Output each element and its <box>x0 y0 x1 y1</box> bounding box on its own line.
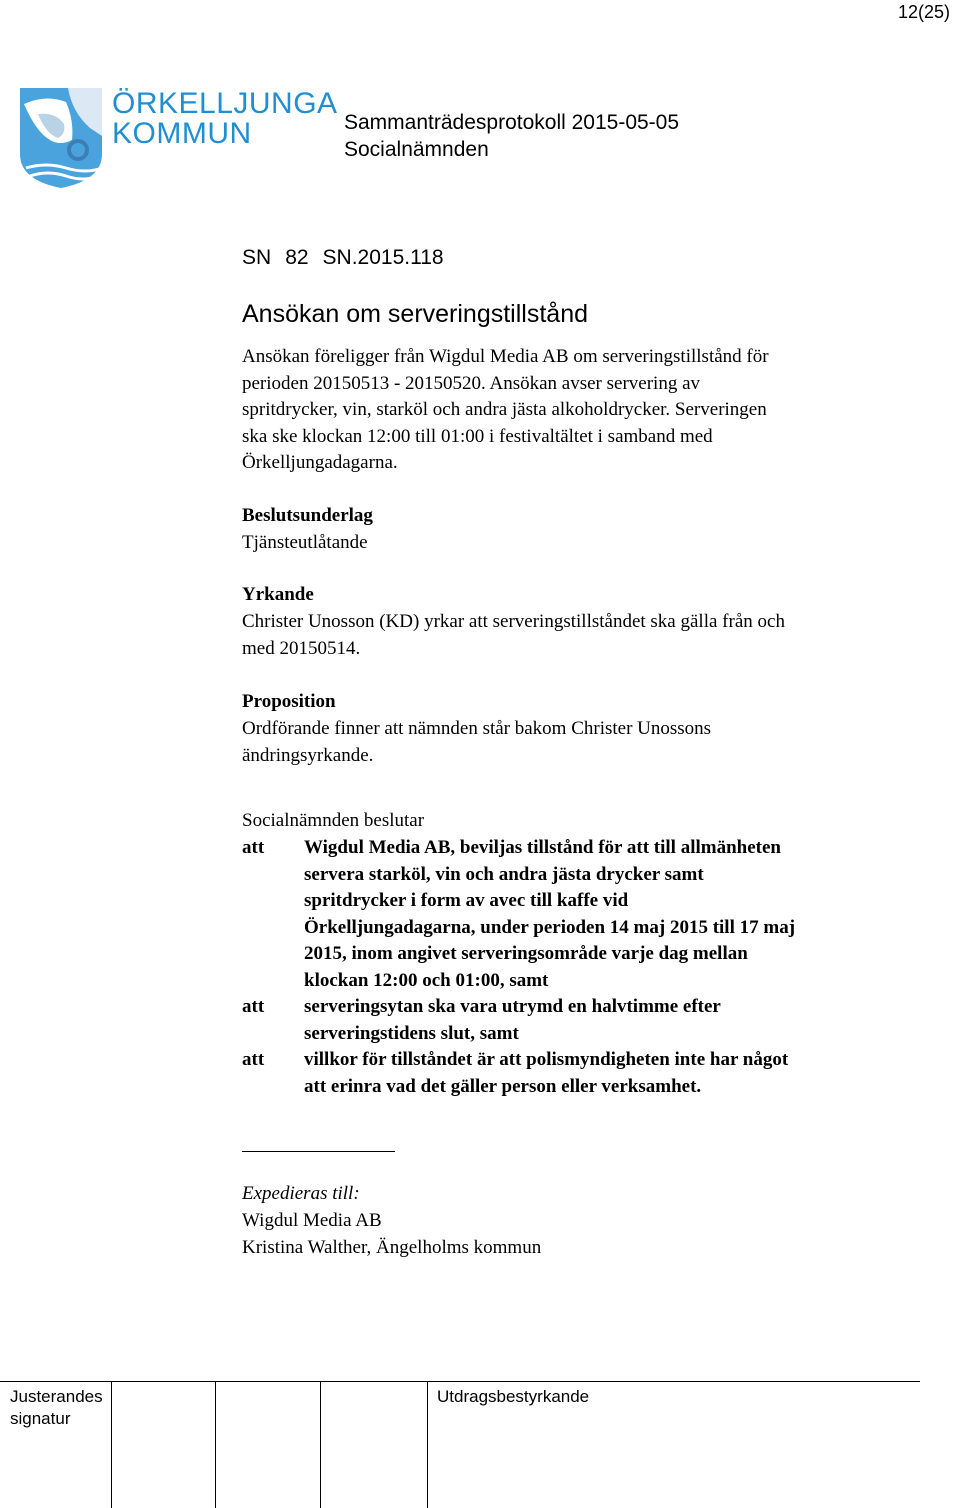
intro-line: perioden 20150513 - 20150520. Ansökan avser servering av <box>242 372 701 394</box>
decision-item-label: att <box>242 1049 265 1070</box>
decision-line: spritdrycker i form av avec till kaffe vid <box>304 890 629 911</box>
matter-title: Ansökan om serveringstillstånd <box>242 300 588 328</box>
signature-box-divider <box>215 1381 216 1508</box>
proposition-line: ändringsyrkande. <box>242 744 374 766</box>
decision-item-text <box>304 1047 788 1100</box>
logo-text-line2: KOMMUN <box>112 117 252 150</box>
decision-line: Örkelljungadagarna, under perioden 14 maj 2015 till 17 maj <box>304 916 796 938</box>
yrkande-heading: Yrkande <box>242 584 314 605</box>
decision-heading: Socialnämnden beslutar <box>242 810 425 831</box>
footer-rule <box>0 1381 920 1382</box>
decision-item-label: att <box>242 996 265 1017</box>
yrkande-line: med 20150514. <box>242 637 361 659</box>
decision-line: serveringsytan ska vara utrymd en halvtimme efter <box>304 996 721 1017</box>
intro-line: Örkelljungadagarna. <box>242 452 398 473</box>
intro-line: spritdrycker, vin, starköl och andra jästa alkoholdrycker. Serveringen <box>242 399 767 420</box>
decision-line: Wigdul Media AB, beviljas tillstånd för att till allmänheten <box>304 837 781 858</box>
protocol-title: Sammanträdesprotokoll 2015-05-05 <box>344 111 680 134</box>
intro-line: Ansökan föreligger från Wigdul Media AB om serveringstillstånd för <box>242 346 769 367</box>
yrkande-line: Christer Unosson (KD) yrkar att serveringstillståndet ska gälla från och <box>242 611 785 632</box>
page-number: 12(25) <box>897 2 950 22</box>
intro-paragraph <box>242 344 902 477</box>
decision-line: att erinra vad det gäller person eller verksamhet. <box>304 1075 702 1097</box>
beslutsunderlag-text: Tjänsteutlåtande <box>242 532 368 553</box>
decision-line: 2015, inom angivet serveringsområde varje dag mellan <box>304 943 748 964</box>
expedition-recipient: Wigdul Media AB <box>242 1210 382 1231</box>
utdragsbestyrkande-label: Utdragsbestyrkande <box>437 1387 590 1406</box>
committee-name: Socialnämnden <box>344 138 489 161</box>
proposition-line: Ordförande finner att nämnden står bakom Christer Unossons <box>242 718 712 739</box>
expedition-recipient: Kristina Walther, Ängelholms kommun <box>242 1237 542 1258</box>
logo-text-line1: ÖRKELLJUNGA <box>112 87 338 120</box>
signature-box-divider <box>427 1381 428 1508</box>
decision-item-text <box>304 835 795 994</box>
proposition-heading: Proposition <box>242 691 336 712</box>
intro-line: ska ske klockan 12:00 till 01:00 i festivaltältet i samband med <box>242 425 713 447</box>
separator-line <box>242 1151 395 1152</box>
expedition-label: Expedieras till: <box>242 1183 360 1204</box>
proposition-text <box>242 716 922 769</box>
yrkande-text <box>242 609 922 662</box>
decision-line: servera starköl, vin och andra jästa drycker samt <box>304 863 704 885</box>
paragraph-number: 82 <box>285 246 309 269</box>
decision-item-label: att <box>242 837 265 858</box>
signature-box-divider <box>320 1381 321 1508</box>
diary-number: SN.2015.118 <box>322 246 444 269</box>
beslutsunderlag-heading: Beslutsunderlag <box>242 505 373 526</box>
decision-line: villkor för tillståndet är att polismyndigheten inte har något <box>304 1049 789 1070</box>
case-reference <box>242 244 444 272</box>
decision-line: serveringstidens slut, samt <box>304 1022 519 1044</box>
case-prefix: SN <box>242 246 272 269</box>
signature-footer <box>0 1381 920 1508</box>
decision-line: klockan 12:00 och 01:00, samt <box>304 969 549 991</box>
decision-item-text <box>304 994 721 1047</box>
signature-box-divider <box>111 1381 112 1508</box>
municipality-logo <box>16 84 106 190</box>
justerandes-signatur-label: Justerandes signatur <box>10 1387 103 1428</box>
